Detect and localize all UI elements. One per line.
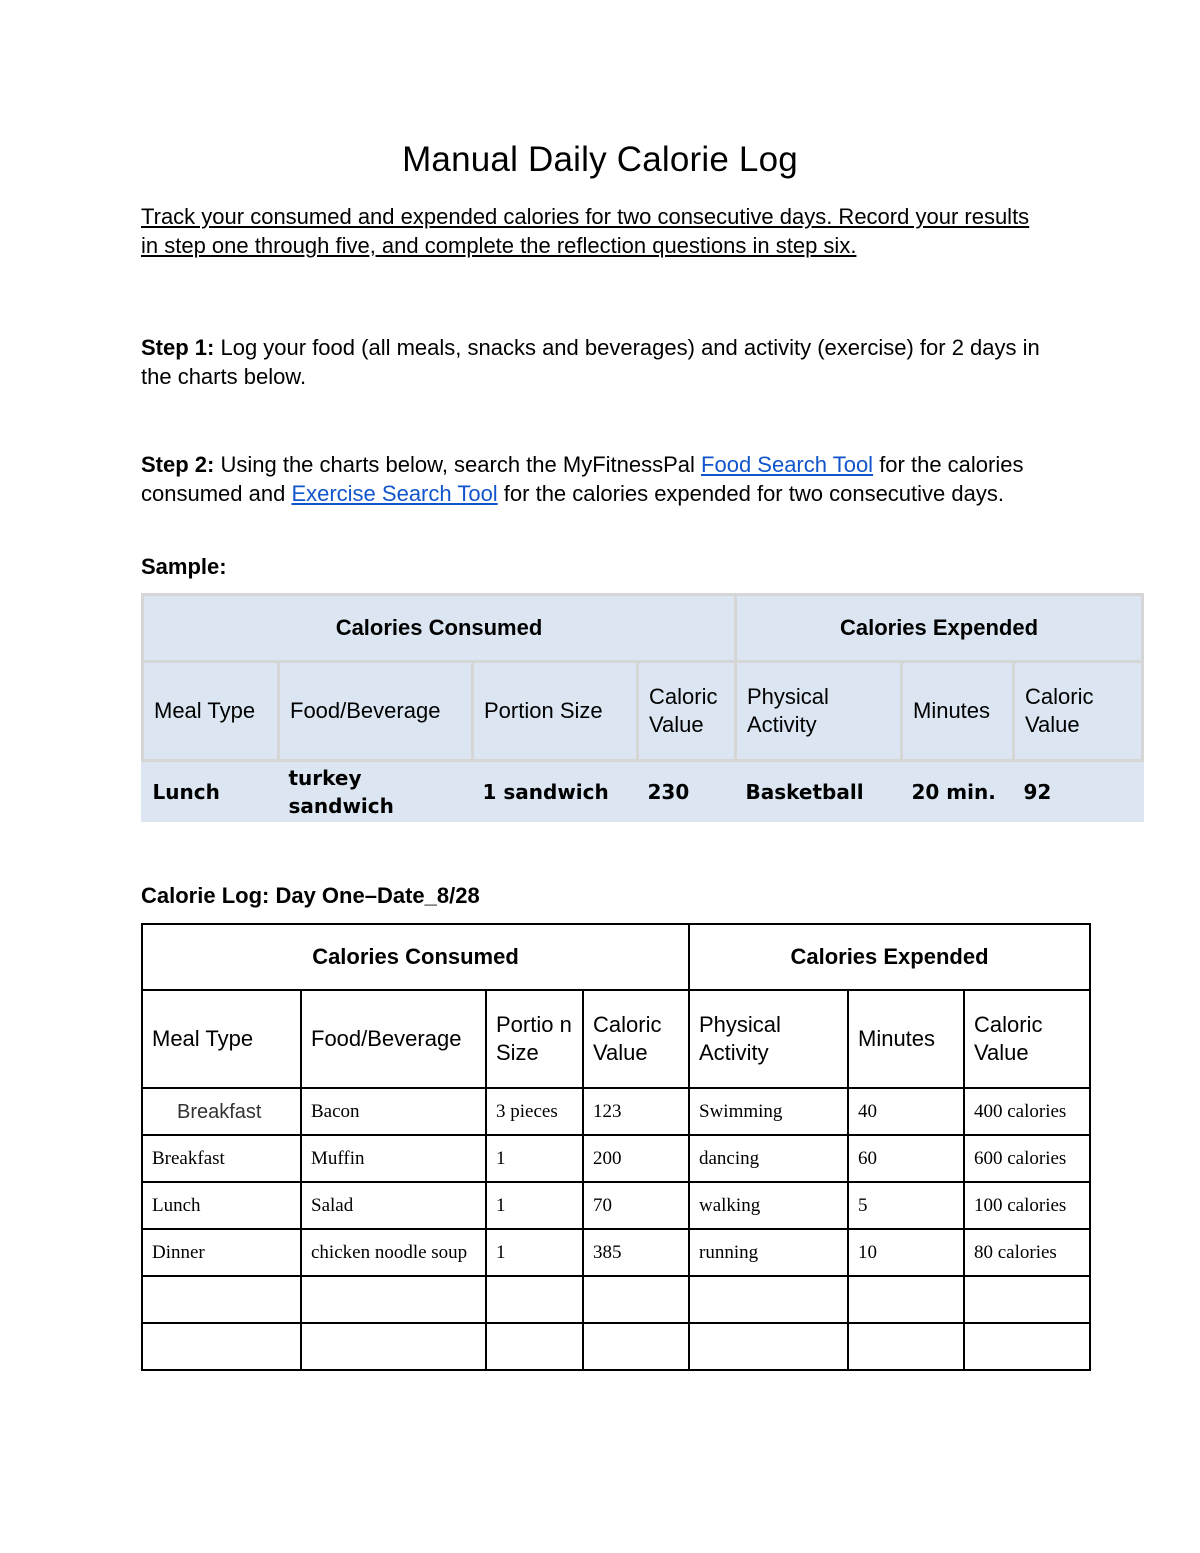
day-one-calories-consumed-header: Calories Consumed	[142, 924, 689, 990]
cell-caloric-value[interactable]: 123	[583, 1088, 689, 1135]
sample-table	[141, 593, 1144, 822]
sample-group-header-row	[143, 595, 1143, 662]
table-row	[142, 1182, 1090, 1229]
sample-header-caloric-value: Caloric Value	[638, 662, 736, 761]
cell-meal-type[interactable]: Breakfast	[142, 1135, 301, 1182]
cell-food-beverage[interactable]: Bacon	[301, 1088, 486, 1135]
day-one-header-meal-type: Meal Type	[142, 990, 301, 1088]
table-row	[142, 1135, 1090, 1182]
cell-portion-size[interactable]: 1	[486, 1135, 583, 1182]
day-one-header-food-beverage: Food/Beverage	[301, 990, 486, 1088]
cell-minutes[interactable]: 10	[848, 1229, 964, 1276]
cell-physical-activity[interactable]: running	[689, 1229, 848, 1276]
food-search-tool-link[interactable]: Food Search Tool	[701, 452, 874, 477]
day-one-header-minutes: Minutes	[848, 990, 964, 1088]
cell-physical-activity[interactable]: Swimming	[689, 1088, 848, 1135]
day-one-log-table	[141, 923, 1091, 1371]
step-1-label: Step 1:	[141, 335, 215, 360]
cell-food-beverage[interactable]: Muffin	[301, 1135, 486, 1182]
day-one-header-caloric-value-expended: Caloric Value	[964, 990, 1090, 1088]
step-2-text-c: for the calories expended for two consecutive days.	[497, 481, 1004, 506]
cell-portion-size[interactable]	[486, 1276, 583, 1323]
day-one-label: Calorie Log: Day One–Date_8/28	[141, 883, 480, 908]
cell-caloric-value[interactable]: 70	[583, 1182, 689, 1229]
cell-meal-type[interactable]: Lunch	[142, 1182, 301, 1229]
cell-minutes[interactable]: 40	[848, 1088, 964, 1135]
step-1	[141, 333, 1051, 391]
cell-caloric-value-expended[interactable]: 100 calories	[964, 1182, 1090, 1229]
sample-cell-minutes: 20 min.	[911, 780, 996, 804]
cell-caloric-value[interactable]: 385	[583, 1229, 689, 1276]
cell-caloric-value-expended[interactable]: 600 calories	[964, 1135, 1090, 1182]
table-row	[142, 1323, 1090, 1370]
sample-column-header-row	[143, 662, 1143, 761]
sample-cell-portion-size: 1 sandwich	[482, 780, 609, 804]
sample-header-physical-activity: Physical Activity	[736, 662, 902, 761]
sample-cell-caloric-value-expended: 92	[1023, 780, 1052, 804]
cell-portion-size[interactable]: 3 pieces	[486, 1088, 583, 1135]
table-row	[142, 1276, 1090, 1323]
sample-cell-physical-activity: Basketball	[745, 780, 864, 804]
cell-minutes[interactable]	[848, 1323, 964, 1370]
cell-caloric-value-expended[interactable]: 80 calories	[964, 1229, 1090, 1276]
step-2	[141, 450, 1051, 508]
sample-header-caloric-value-expended: Caloric Value	[1014, 662, 1143, 761]
cell-food-beverage[interactable]	[301, 1323, 486, 1370]
sample-header-meal-type: Meal Type	[143, 662, 279, 761]
cell-meal-type[interactable]	[142, 1323, 301, 1370]
cell-caloric-value[interactable]	[583, 1323, 689, 1370]
cell-portion-size[interactable]	[486, 1323, 583, 1370]
cell-physical-activity[interactable]	[689, 1276, 848, 1323]
sample-cell-meal-type: Lunch	[152, 780, 220, 804]
cell-minutes[interactable]: 5	[848, 1182, 964, 1229]
cell-meal-type[interactable]: Breakfast	[142, 1088, 301, 1135]
sample-cell-caloric-value: 230	[647, 780, 690, 804]
cell-minutes[interactable]	[848, 1276, 964, 1323]
cell-minutes[interactable]: 60	[848, 1135, 964, 1182]
day-one-calories-expended-header: Calories Expended	[689, 924, 1090, 990]
day-one-column-header-row	[142, 990, 1090, 1088]
sample-header-food-beverage: Food/Beverage	[279, 662, 473, 761]
cell-physical-activity[interactable]	[689, 1323, 848, 1370]
cell-portion-size[interactable]: 1	[486, 1229, 583, 1276]
cell-portion-size[interactable]: 1	[486, 1182, 583, 1229]
step-2-text-b: for the calories consumed and	[141, 452, 1024, 506]
sample-data-row	[143, 761, 1143, 823]
step-2-text-a: Using the charts below, search the MyFitnessPal	[214, 452, 702, 477]
day-one-header-caloric-value: Caloric Value	[583, 990, 689, 1088]
cell-food-beverage[interactable]: Salad	[301, 1182, 486, 1229]
sample-cell-food-beverage: turkey sandwich	[288, 766, 394, 818]
cell-physical-activity[interactable]: dancing	[689, 1135, 848, 1182]
cell-meal-type[interactable]: Dinner	[142, 1229, 301, 1276]
sample-header-minutes: Minutes	[902, 662, 1014, 761]
cell-meal-type[interactable]	[142, 1276, 301, 1323]
sample-header-portion-size: Portion Size	[473, 662, 638, 761]
step-1-text: Log your food (all meals, snacks and beverages) and activity (exercise) for 2 days in the charts below.	[141, 335, 1040, 389]
cell-physical-activity[interactable]: walking	[689, 1182, 848, 1229]
table-row	[142, 1229, 1090, 1276]
cell-caloric-value[interactable]	[583, 1276, 689, 1323]
cell-caloric-value-expended[interactable]	[964, 1276, 1090, 1323]
day-one-header-portion-size: Portio n Size	[486, 990, 583, 1088]
sample-calories-expended-header: Calories Expended	[736, 595, 1143, 662]
intro-instructions: Track your consumed and expended calories for two consecutive days. Record your results in step one through five, and complete the reflection questions in step six.	[141, 204, 1030, 258]
day-one-header-physical-activity: Physical Activity	[689, 990, 848, 1088]
sample-label: Sample:	[141, 554, 227, 579]
cell-food-beverage[interactable]: chicken noodle soup	[301, 1229, 486, 1276]
day-one-group-header-row	[142, 924, 1090, 990]
page-title: Manual Daily Calorie Log	[402, 140, 798, 179]
exercise-search-tool-link[interactable]: Exercise Search Tool	[291, 481, 498, 506]
cell-food-beverage[interactable]	[301, 1276, 486, 1323]
table-row	[142, 1088, 1090, 1135]
cell-caloric-value-expended[interactable]	[964, 1323, 1090, 1370]
cell-caloric-value-expended[interactable]: 400 calories	[964, 1088, 1090, 1135]
cell-caloric-value[interactable]: 200	[583, 1135, 689, 1182]
sample-calories-consumed-header: Calories Consumed	[143, 595, 736, 662]
step-2-label: Step 2:	[141, 452, 215, 477]
